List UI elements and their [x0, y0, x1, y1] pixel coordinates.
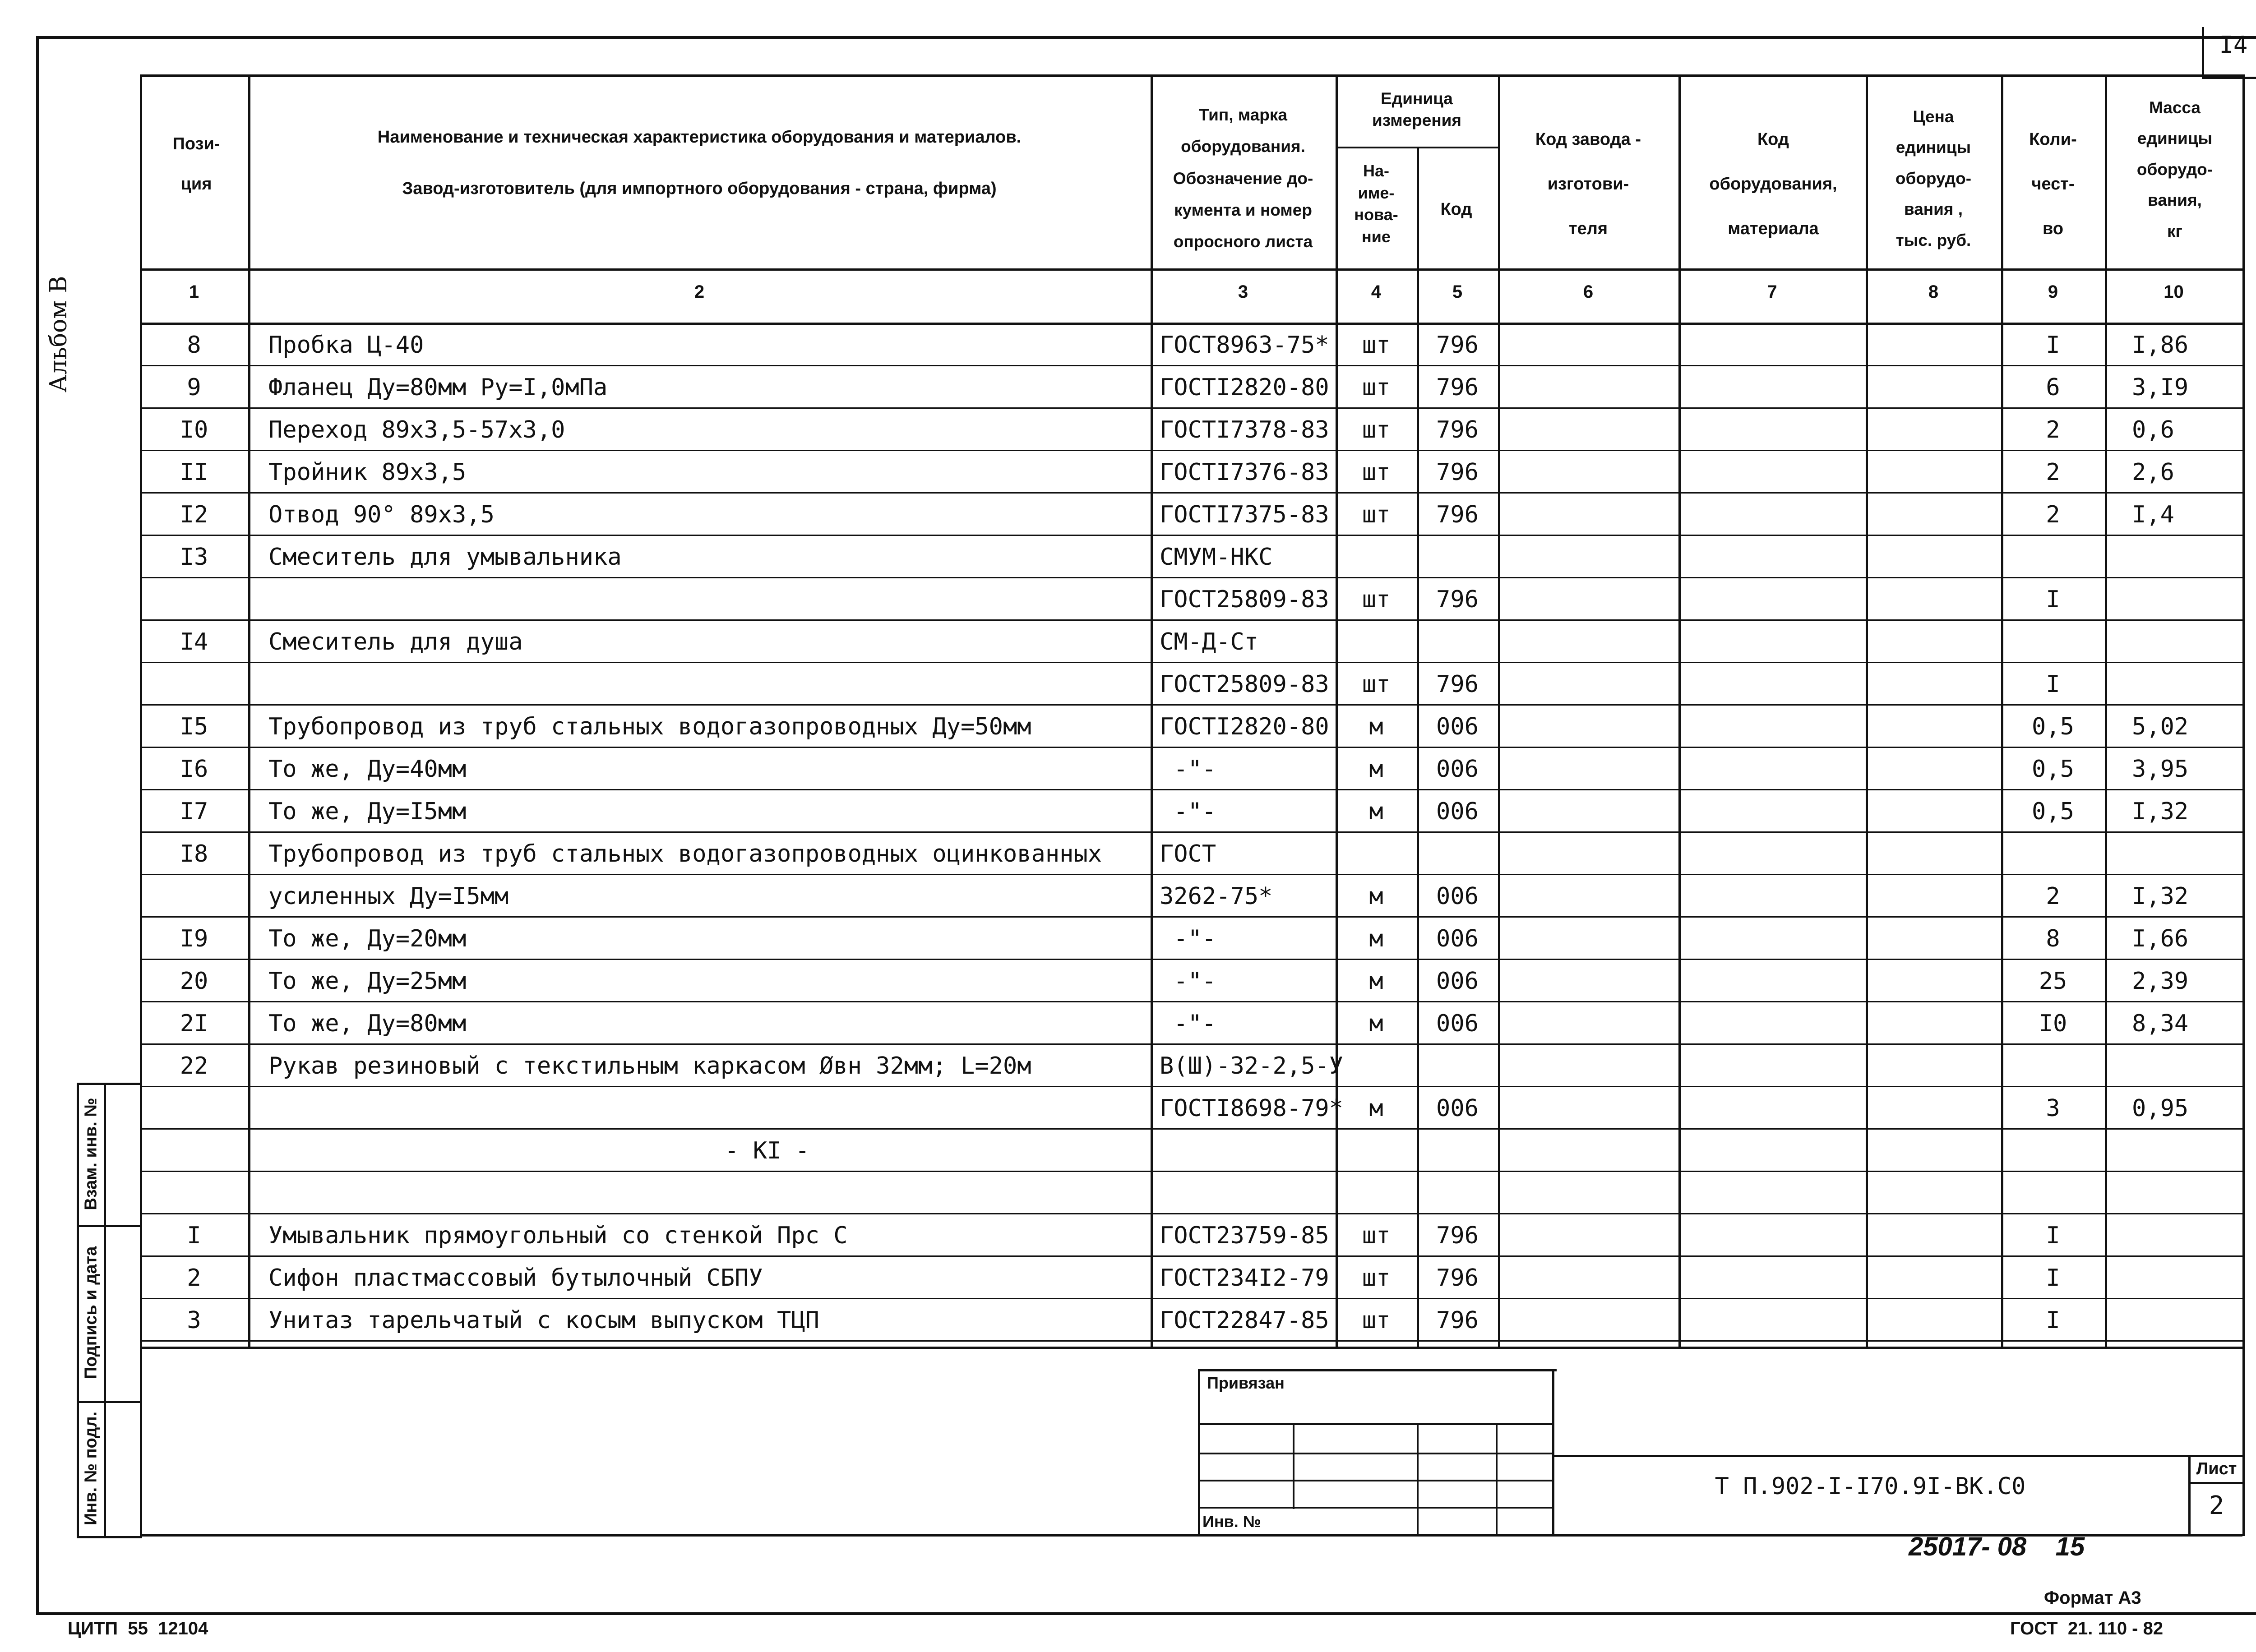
- frame-left: [36, 36, 39, 1615]
- cell-doc: -"-: [1160, 798, 1216, 825]
- row-line-12: [140, 874, 2242, 875]
- cell-name: Смеситель для душа: [268, 628, 523, 655]
- column-number-1: 1: [189, 282, 199, 302]
- cell-name: Трубопровод из труб стальных водогазопроводных оцинкованных: [268, 840, 1102, 868]
- bound-col-2: [1417, 1423, 1419, 1536]
- cell-name: Смеситель для умывальника: [268, 544, 622, 571]
- cell-mass: I,66: [2132, 925, 2189, 952]
- cell-name: То же, Ду=I5мм: [268, 798, 467, 825]
- row-line-0: [140, 365, 2242, 366]
- cell-unit: м: [1369, 1010, 1383, 1037]
- cell-qty: I: [2046, 1222, 2060, 1249]
- cell-doc: ГОСТI7376-83: [1160, 459, 1329, 486]
- cell-name: Умывальник прямоугольный со стенкой Прс С: [268, 1222, 848, 1249]
- col-line-3: [1336, 74, 1338, 1347]
- cell-code: 006: [1436, 1095, 1479, 1122]
- cell-name: То же, Ду=40мм: [268, 756, 467, 783]
- cell-code: 796: [1436, 416, 1479, 443]
- cell-pos: 20: [180, 968, 208, 995]
- frame-top: [36, 36, 2256, 39]
- cell-code: 796: [1436, 459, 1479, 486]
- cell-unit: шт: [1362, 586, 1391, 613]
- cell-doc: ГОСТI2820-80: [1160, 374, 1329, 401]
- cell-unit: шт: [1362, 1222, 1391, 1249]
- album-label-text: Альбом В: [45, 276, 72, 392]
- bound-label: Привязан: [1207, 1374, 1285, 1392]
- header-unit-group: [1338, 88, 1496, 131]
- cell-mass: 0,6: [2132, 416, 2174, 443]
- cell-mass: 5,02: [2132, 713, 2189, 740]
- side-stamp-signature-text: Подпись и дата: [81, 1246, 101, 1380]
- table-top-line: [140, 74, 2242, 77]
- cell-pos: I8: [180, 840, 208, 868]
- cell-unit: шт: [1362, 416, 1391, 443]
- header-mass-l1: Масса: [2149, 98, 2201, 117]
- cell-mass: 3,I9: [2132, 374, 2189, 401]
- cell-qty: I: [2046, 1264, 2060, 1292]
- cell-pos: I0: [180, 416, 208, 443]
- cell-mass: I,32: [2132, 798, 2189, 825]
- row-line-7: [140, 662, 2242, 663]
- header-equip-l2: оборудования,: [1709, 174, 1837, 194]
- side-stamp-left: [77, 1083, 79, 1538]
- cell-code: 006: [1436, 1010, 1479, 1037]
- cell-pos: I4: [180, 628, 208, 655]
- cell-unit: м: [1369, 1095, 1383, 1122]
- column-number-9: 9: [2048, 282, 2058, 302]
- cell-qty: 2: [2046, 416, 2060, 443]
- cell-doc: 3262-75*: [1160, 883, 1273, 910]
- cell-code: 796: [1436, 1264, 1479, 1292]
- side-stamp-orig-inv-text: Инв. № подл.: [81, 1411, 101, 1526]
- cell-pos: I: [187, 1222, 201, 1249]
- row-line-13: [140, 916, 2242, 918]
- header-mass-l5: кг: [2167, 221, 2182, 240]
- side-stamp-bottom: [77, 1536, 142, 1538]
- cell-pos: I3: [180, 544, 208, 571]
- header-qty-l3: во: [2042, 219, 2064, 238]
- header-equip-l1: Код: [1757, 130, 1789, 149]
- cell-code: 796: [1436, 332, 1479, 359]
- format-label: Формат А3: [2044, 1588, 2141, 1608]
- cell-code: 006: [1436, 925, 1479, 952]
- cell-doc: ГОСТI7378-83: [1160, 416, 1329, 443]
- cell-doc: ГОСТ234I2-79: [1160, 1264, 1329, 1292]
- cell-code: 796: [1436, 1307, 1479, 1334]
- header-type: [1153, 99, 1333, 258]
- row-line-1: [140, 407, 2242, 409]
- cell-unit: м: [1369, 883, 1383, 910]
- sheet-number: 2: [2209, 1491, 2224, 1520]
- cell-qty: 2: [2046, 501, 2060, 528]
- cell-qty: I: [2046, 671, 2060, 698]
- cell-name: Тройник 89х3,5: [268, 459, 467, 486]
- cell-qty: I: [2046, 1307, 2060, 1334]
- bound-row-1: [1198, 1423, 1554, 1425]
- row-line-8: [140, 704, 2242, 706]
- row-line-2: [140, 450, 2242, 451]
- header-unit-code-text: Код: [1440, 200, 1472, 219]
- cell-name: Отвод 90° 89х3,5: [268, 501, 495, 528]
- row-line-17: [140, 1086, 2242, 1087]
- table-bottom-line: [140, 1347, 2242, 1349]
- row-line-22: [140, 1298, 2242, 1299]
- cell-code: 796: [1436, 586, 1479, 613]
- footer-left-code: ЦИТП 55 12104: [68, 1619, 208, 1638]
- cell-mass: 2,39: [2132, 968, 2189, 995]
- cell-pos: II: [180, 459, 208, 486]
- cell-doc: ГОСТ8963-75*: [1160, 332, 1329, 359]
- header-mass-l2: единицы: [2137, 129, 2213, 148]
- cell-doc: СМУМ-НКС: [1160, 544, 1273, 571]
- header-qty-l2: чест-: [2031, 174, 2075, 194]
- cell-unit: м: [1369, 968, 1383, 995]
- header-unit-name-l2: име-: [1358, 183, 1395, 202]
- header-type-l2: оборудования.: [1181, 137, 1305, 156]
- header-type-l5: опросного листа: [1173, 232, 1313, 251]
- cell-qty: 8: [2046, 925, 2060, 952]
- cell-pos: I6: [180, 756, 208, 783]
- col-line-10: [2242, 74, 2245, 1536]
- side-stamp-replace-inv-text: Взам. инв. №: [81, 1098, 101, 1210]
- header-unit-name-l1: На-: [1363, 162, 1389, 180]
- cell-unit: м: [1369, 798, 1383, 825]
- inv-label: Инв. №: [1202, 1512, 1261, 1531]
- cell-pos: 22: [180, 1052, 208, 1080]
- cell-name: Унитаз тарельчатый с косым выпуском ТЦП: [268, 1307, 819, 1334]
- header-equipment-code: [1681, 117, 1866, 251]
- cell-qty: I0: [2039, 1010, 2067, 1037]
- cell-pos: 3: [187, 1307, 201, 1334]
- cell-code: 006: [1436, 798, 1479, 825]
- col-line-9: [2105, 74, 2107, 1347]
- cell-name: Фланец Ду=80мм Ру=I,0мПа: [268, 374, 608, 401]
- cell-code: 796: [1436, 501, 1479, 528]
- row-line-21: [140, 1255, 2242, 1257]
- cell-qty: 0,5: [2032, 798, 2074, 825]
- header-price-l5: тыс. руб.: [1895, 231, 1971, 249]
- column-number-8: 8: [1928, 282, 1939, 302]
- cell-name: - КI -: [725, 1137, 809, 1164]
- cell-unit: шт: [1362, 332, 1391, 359]
- cell-qty: 2: [2046, 459, 2060, 486]
- cell-unit: шт: [1362, 374, 1391, 401]
- column-number-2: 2: [694, 282, 705, 302]
- col-line-2: [1151, 74, 1153, 1347]
- cell-doc: -"-: [1160, 925, 1216, 952]
- cell-qty: 3: [2046, 1095, 2060, 1122]
- col-line-1: [248, 74, 250, 1347]
- side-stamp-div1: [77, 1225, 142, 1227]
- header-bottom-line: [140, 268, 2242, 271]
- header-equip-l3: материала: [1728, 219, 1819, 238]
- cell-doc: ГОСТ25809-83: [1160, 671, 1329, 698]
- header-price: [1868, 102, 1999, 256]
- row-line-11: [140, 831, 2242, 833]
- bound-col-3: [1496, 1423, 1498, 1536]
- header-factory-l1: Код завода -: [1535, 130, 1641, 149]
- column-number-10: 10: [2164, 282, 2184, 302]
- cell-code: 006: [1436, 883, 1479, 910]
- cell-name: Сифон пластмассовый бутылочный СБПУ: [268, 1264, 763, 1292]
- column-number-3: 3: [1238, 282, 1248, 302]
- cell-unit: шт: [1362, 501, 1391, 528]
- row-line-10: [140, 789, 2242, 790]
- cell-mass: I,4: [2132, 501, 2174, 528]
- cell-pos: 2: [187, 1264, 201, 1292]
- column-number-6: 6: [1583, 282, 1594, 302]
- row-line-23: [140, 1340, 2242, 1342]
- cell-mass: 0,95: [2132, 1095, 2189, 1122]
- cell-qty: 25: [2039, 968, 2067, 995]
- cell-name: Трубопровод из труб стальных водогазопроводных Ду=50мм: [268, 713, 1031, 740]
- cell-pos: 8: [187, 332, 201, 359]
- cell-pos: I2: [180, 501, 208, 528]
- header-position: [144, 131, 248, 198]
- cell-name: То же, Ду=80мм: [268, 1010, 467, 1037]
- cell-name: усиленных Ду=I5мм: [268, 883, 509, 910]
- header-position-line2: ция: [180, 174, 212, 194]
- cell-doc: ГОСТI2820-80: [1160, 713, 1329, 740]
- header-price-l1: Цена: [1913, 107, 1954, 126]
- cell-pos: I9: [180, 925, 208, 952]
- cell-mass: I,86: [2132, 332, 2189, 359]
- header-mass: [2107, 92, 2242, 247]
- cell-mass: I,32: [2132, 883, 2189, 910]
- cell-pos: I5: [180, 713, 208, 740]
- sheet-box-divider: [2188, 1482, 2242, 1484]
- row-line-19: [140, 1171, 2242, 1172]
- cell-unit: шт: [1362, 1307, 1391, 1334]
- row-line-14: [140, 959, 2242, 960]
- cell-code: 796: [1436, 1222, 1479, 1249]
- sheet-label: Лист: [2196, 1459, 2237, 1478]
- row-line-5: [140, 577, 2242, 578]
- row-line-20: [140, 1213, 2242, 1214]
- header-unit-l1: Единица: [1381, 89, 1453, 108]
- header-quantity: [2003, 117, 2103, 251]
- bound-row-3: [1198, 1480, 1554, 1481]
- row-line-15: [140, 1001, 2242, 1002]
- bound-box-top: [1198, 1369, 1557, 1371]
- cell-qty: 0,5: [2032, 713, 2074, 740]
- cell-doc: ГОСТ25809-83: [1160, 586, 1329, 613]
- cell-pos: 9: [187, 374, 201, 401]
- footer-right-gost: ГОСТ 21. 110 - 82: [2010, 1619, 2164, 1638]
- cell-qty: 6: [2046, 374, 2060, 401]
- header-price-l4: вания ,: [1904, 200, 1963, 219]
- designation-code: Т П.902-I-I70.9I-ВК.С0: [1715, 1473, 2026, 1500]
- cell-unit: м: [1369, 925, 1383, 952]
- frame-bottom: [36, 1612, 2256, 1615]
- cell-name: Переход 89х3,5-57х3,0: [268, 416, 565, 443]
- handwritten-number: 25017- 08 15: [1909, 1532, 2085, 1561]
- side-stamp-top: [77, 1083, 142, 1085]
- header-position-line1: Пози-: [172, 134, 220, 153]
- cell-code: 006: [1436, 713, 1479, 740]
- header-unit-name-l4: ние: [1362, 227, 1391, 246]
- header-mass-l3: оборудо-: [2136, 160, 2213, 179]
- header-name-line1: Наименование и техническая характеристика оборудования и материалов.: [377, 128, 1022, 147]
- column-number-7: 7: [1767, 282, 1777, 302]
- cell-doc: ГОСТI7375-83: [1160, 501, 1329, 528]
- cell-doc: ГОСТ22847-85: [1160, 1307, 1329, 1334]
- cell-code: 796: [1436, 374, 1479, 401]
- side-stamp-div2: [77, 1401, 142, 1403]
- row-line-4: [140, 535, 2242, 536]
- col-line-7: [1866, 74, 1868, 1347]
- cell-pos: I7: [180, 798, 208, 825]
- header-price-l2: единицы: [1895, 138, 1971, 157]
- col-line-6: [1678, 74, 1681, 1347]
- row-line-18: [140, 1128, 2242, 1130]
- side-stamp-mid: [104, 1083, 106, 1538]
- cell-code: 006: [1436, 968, 1479, 995]
- header-name-line2: Завод-изготовитель (для импортного оборудования - страна, фирма): [402, 179, 997, 198]
- column-number-5: 5: [1452, 282, 1463, 302]
- header-factory-l3: теля: [1568, 219, 1608, 238]
- cell-code: 006: [1436, 756, 1479, 783]
- cell-doc: В(Ш)-32-2,5-У: [1160, 1052, 1343, 1080]
- cell-doc: -"-: [1160, 756, 1216, 783]
- cell-name: Пробка Ц-40: [268, 332, 424, 359]
- cell-doc: ГОСТ: [1160, 840, 1216, 868]
- designation-box-top: [1552, 1455, 2242, 1457]
- album-label: [45, 122, 77, 392]
- header-type-l4: кумента и номер: [1174, 200, 1312, 219]
- cell-unit: м: [1369, 713, 1383, 740]
- bound-row-2: [1198, 1453, 1554, 1454]
- cell-doc: СМ-Д-Ст: [1160, 628, 1259, 655]
- row-line-3: [140, 492, 2242, 494]
- row-line-9: [140, 747, 2242, 748]
- cell-mass: 2,6: [2132, 459, 2174, 486]
- cell-qty: 0,5: [2032, 756, 2074, 783]
- col-line-8: [2001, 74, 2003, 1347]
- cell-doc: ГОСТI8698-79*: [1160, 1095, 1343, 1122]
- cell-unit: шт: [1362, 1264, 1391, 1292]
- sheet-corner-number: I4: [2219, 32, 2248, 59]
- cell-unit: шт: [1362, 459, 1391, 486]
- header-factory-code: [1498, 117, 1678, 251]
- cell-qty: I: [2046, 332, 2060, 359]
- cell-unit: шт: [1362, 671, 1391, 698]
- header-factory-l2: изготови-: [1547, 174, 1629, 194]
- cell-doc: -"-: [1160, 1010, 1216, 1037]
- cell-pos: 2I: [180, 1010, 208, 1037]
- cell-code: 796: [1436, 671, 1479, 698]
- header-unit-l2: измерения: [1372, 111, 1462, 130]
- row-line-6: [140, 619, 2242, 621]
- column-number-4: 4: [1371, 282, 1382, 302]
- cell-name: То же, Ду=20мм: [268, 925, 467, 952]
- header-qty-l1: Коли-: [2029, 130, 2077, 149]
- cell-name: Рукав резиновый с текстильным каркасом Øвн 32мм; L=20м: [268, 1052, 1031, 1080]
- header-unit-code: [1417, 196, 1496, 223]
- header-name: [253, 124, 1146, 202]
- bound-row-4: [1198, 1507, 1554, 1509]
- header-type-l1: Тип, марка: [1198, 106, 1287, 124]
- header-type-l3: Обозначение до-: [1173, 169, 1313, 188]
- cell-unit: м: [1369, 756, 1383, 783]
- col-line-5: [1498, 74, 1500, 1347]
- cell-name: То же, Ду=25мм: [268, 968, 467, 995]
- cell-doc: ГОСТ23759-85: [1160, 1222, 1329, 1249]
- colnum-bottom-line: [140, 323, 2242, 325]
- cell-qty: 2: [2046, 883, 2060, 910]
- bound-col-1: [1293, 1423, 1294, 1509]
- row-line-16: [140, 1043, 2242, 1045]
- cell-mass: 3,95: [2132, 756, 2189, 783]
- cell-mass: 8,34: [2132, 1010, 2189, 1037]
- header-unit-name: [1338, 160, 1415, 248]
- header-unit-name-l3: нова-: [1354, 205, 1398, 224]
- header-price-l3: оборудо-: [1895, 169, 1972, 188]
- header-mass-l4: вания,: [2148, 191, 2202, 210]
- cell-doc: -"-: [1160, 968, 1216, 995]
- cell-qty: I: [2046, 586, 2060, 613]
